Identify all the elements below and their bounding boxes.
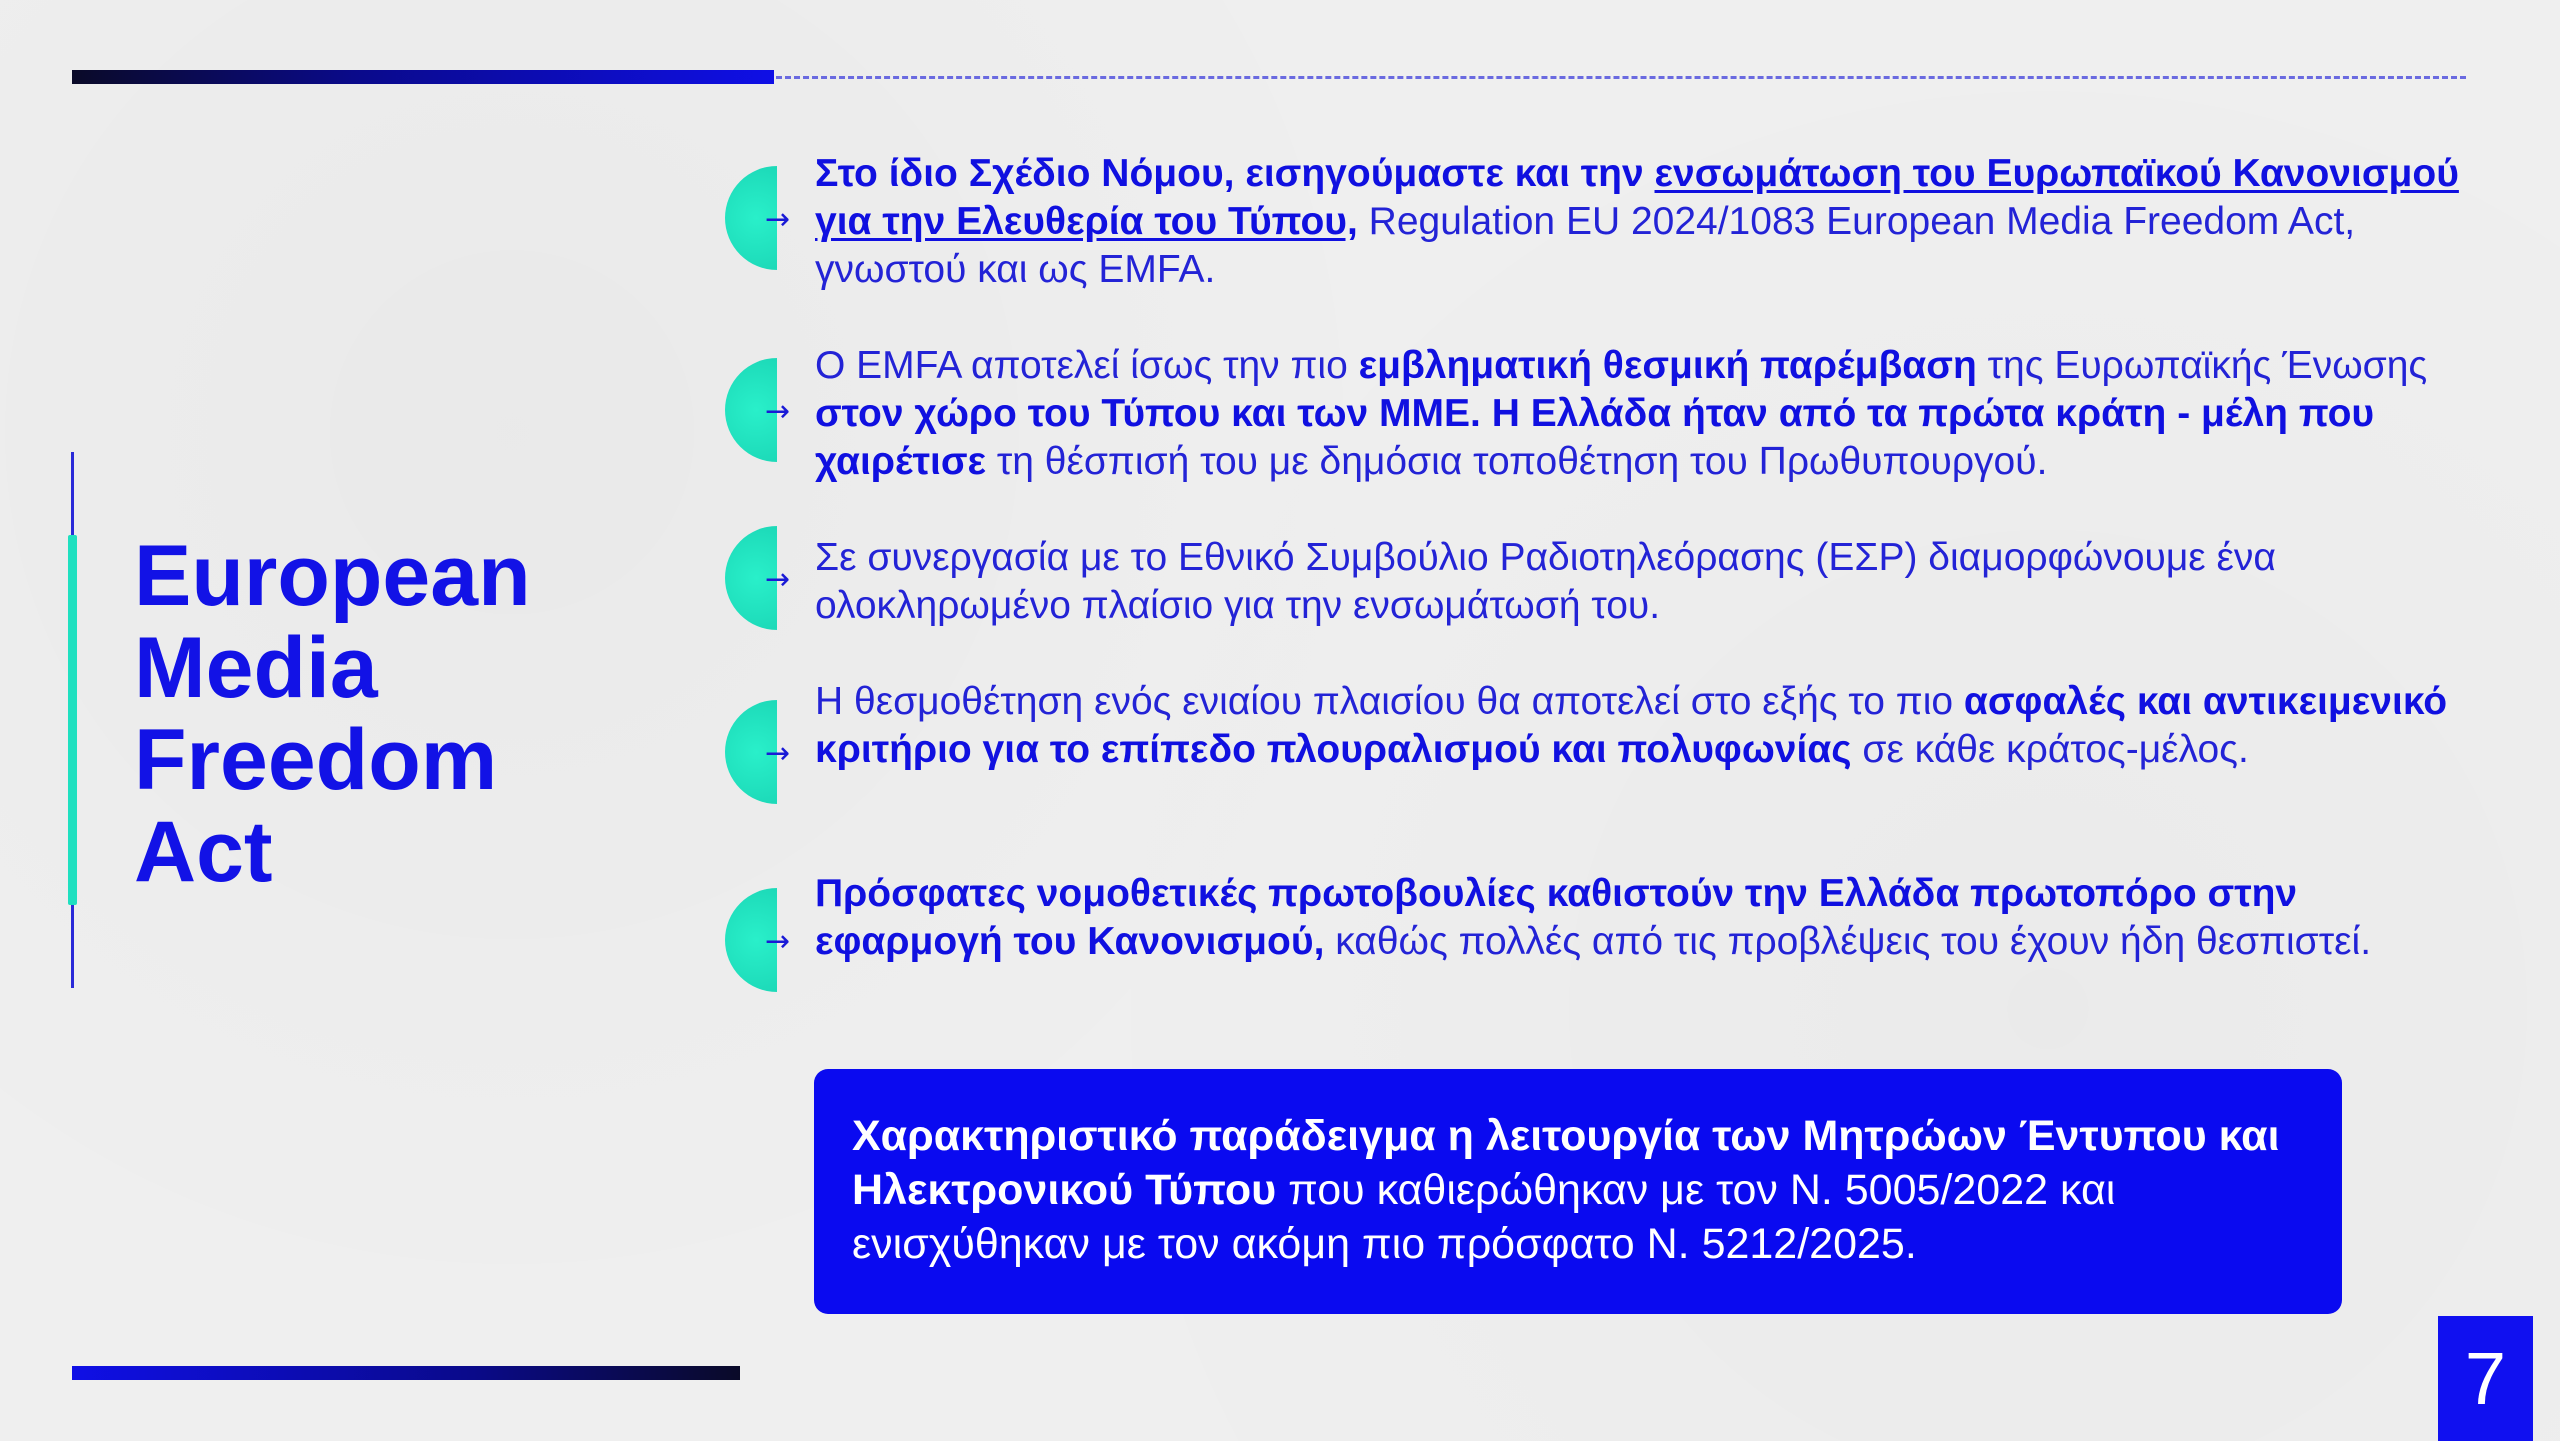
bullet-text <box>815 534 2475 630</box>
bullet-marker <box>725 700 791 804</box>
top-accent-bar <box>72 70 774 84</box>
bullet-text <box>815 150 2475 294</box>
top-dashed-line <box>776 76 2466 79</box>
arrow-right-icon: → <box>765 924 791 959</box>
bullet-marker <box>725 526 791 630</box>
bold-text: Πρόσφατες νομοθετικές πρωτοβουλίες καθιστούν την Ελλάδα πρωτοπόρο στην εφαρμογή του Κανονισμού, <box>815 872 2298 963</box>
plain-text: της Ευρωπαϊκής Ένωσης <box>1976 344 2428 387</box>
left-teal-accent <box>68 535 77 905</box>
title-line: European <box>134 528 531 624</box>
arrow-right-icon: → <box>765 562 791 597</box>
plain-text: Ο EMFA αποτελεί ίσως την πιο <box>815 344 1359 387</box>
bullet-text <box>815 342 2475 486</box>
bold-text: ασφαλές και αντικειμενικό κριτήριο για το επίπεδο πλουραλισμού και πολυφωνίας <box>815 680 2448 771</box>
bold-text: Στο ίδιο Σχέδιο Νόμου, εισηγούμαστε και την <box>815 152 1655 195</box>
plain-text: καθώς πολλές από τις προβλέψεις του έχουν ήδη θεσπιστεί. <box>1324 920 2372 963</box>
callout-box <box>814 1069 2342 1314</box>
plain-text: Σε συνεργασία με το Εθνικό Συμβούλιο Ραδιοτηλεόρασης (ΕΣΡ) διαμορφώνουμε ένα ολοκληρωμένο πλαίσιο για την ενσωμάτωσή του. <box>815 536 2276 627</box>
plain-text: Regulation EU 2024/1083 European Media Freedom Act, γνωστού και ως EMFA. <box>815 200 2356 291</box>
arrow-right-icon: → <box>765 736 791 771</box>
page-number: 7 <box>2438 1316 2533 1441</box>
bullet-text <box>815 870 2475 966</box>
bullet-text <box>815 678 2475 774</box>
plain-text: Η θεσμοθέτηση ενός ενιαίου πλαισίου θα αποτελεί στο εξής το πιο <box>815 680 1964 723</box>
bullet-marker <box>725 166 791 270</box>
callout-text: που καθιερώθηκαν με τον Ν. 5005/2022 και ενισχύθηκαν με τον ακόμη πιο πρόσφατο Ν. 5212/2025. <box>852 1166 2116 1268</box>
title-line: Freedom <box>134 712 498 808</box>
bottom-accent-bar <box>72 1366 740 1380</box>
title-line: Media <box>134 620 378 716</box>
bullet-marker <box>725 358 791 462</box>
bullet-marker <box>725 888 791 992</box>
bold-text: στον χώρο του Τύπου και των ΜΜΕ. Η Ελλάδα ήταν από τα πρώτα κράτη - μέλη που χαιρέτισε <box>815 392 2375 483</box>
title-line: Act <box>134 804 273 900</box>
bold-text: εμβληματική θεσμική παρέμβαση <box>1358 344 1977 387</box>
plain-text: τη θέσπισή του με δημόσια τοποθέτηση του Πρωθυπουργού. <box>986 440 2048 483</box>
arrow-right-icon: → <box>765 394 791 429</box>
plain-text: σε κάθε κράτος-μέλος. <box>1851 728 2249 771</box>
slide-title <box>134 530 531 898</box>
callout-bold-text: Χαρακτηριστικό παράδειγμα η λειτουργία των Μητρώων Έντυπου και Ηλεκτρονικού Τύπου <box>852 1112 2280 1214</box>
emfa-link-text: ενσωμάτωση του Ευρωπαϊκού Κανονισμού για την Ελευθερία του Τύπου, <box>815 152 2459 243</box>
arrow-right-icon: → <box>765 202 791 237</box>
